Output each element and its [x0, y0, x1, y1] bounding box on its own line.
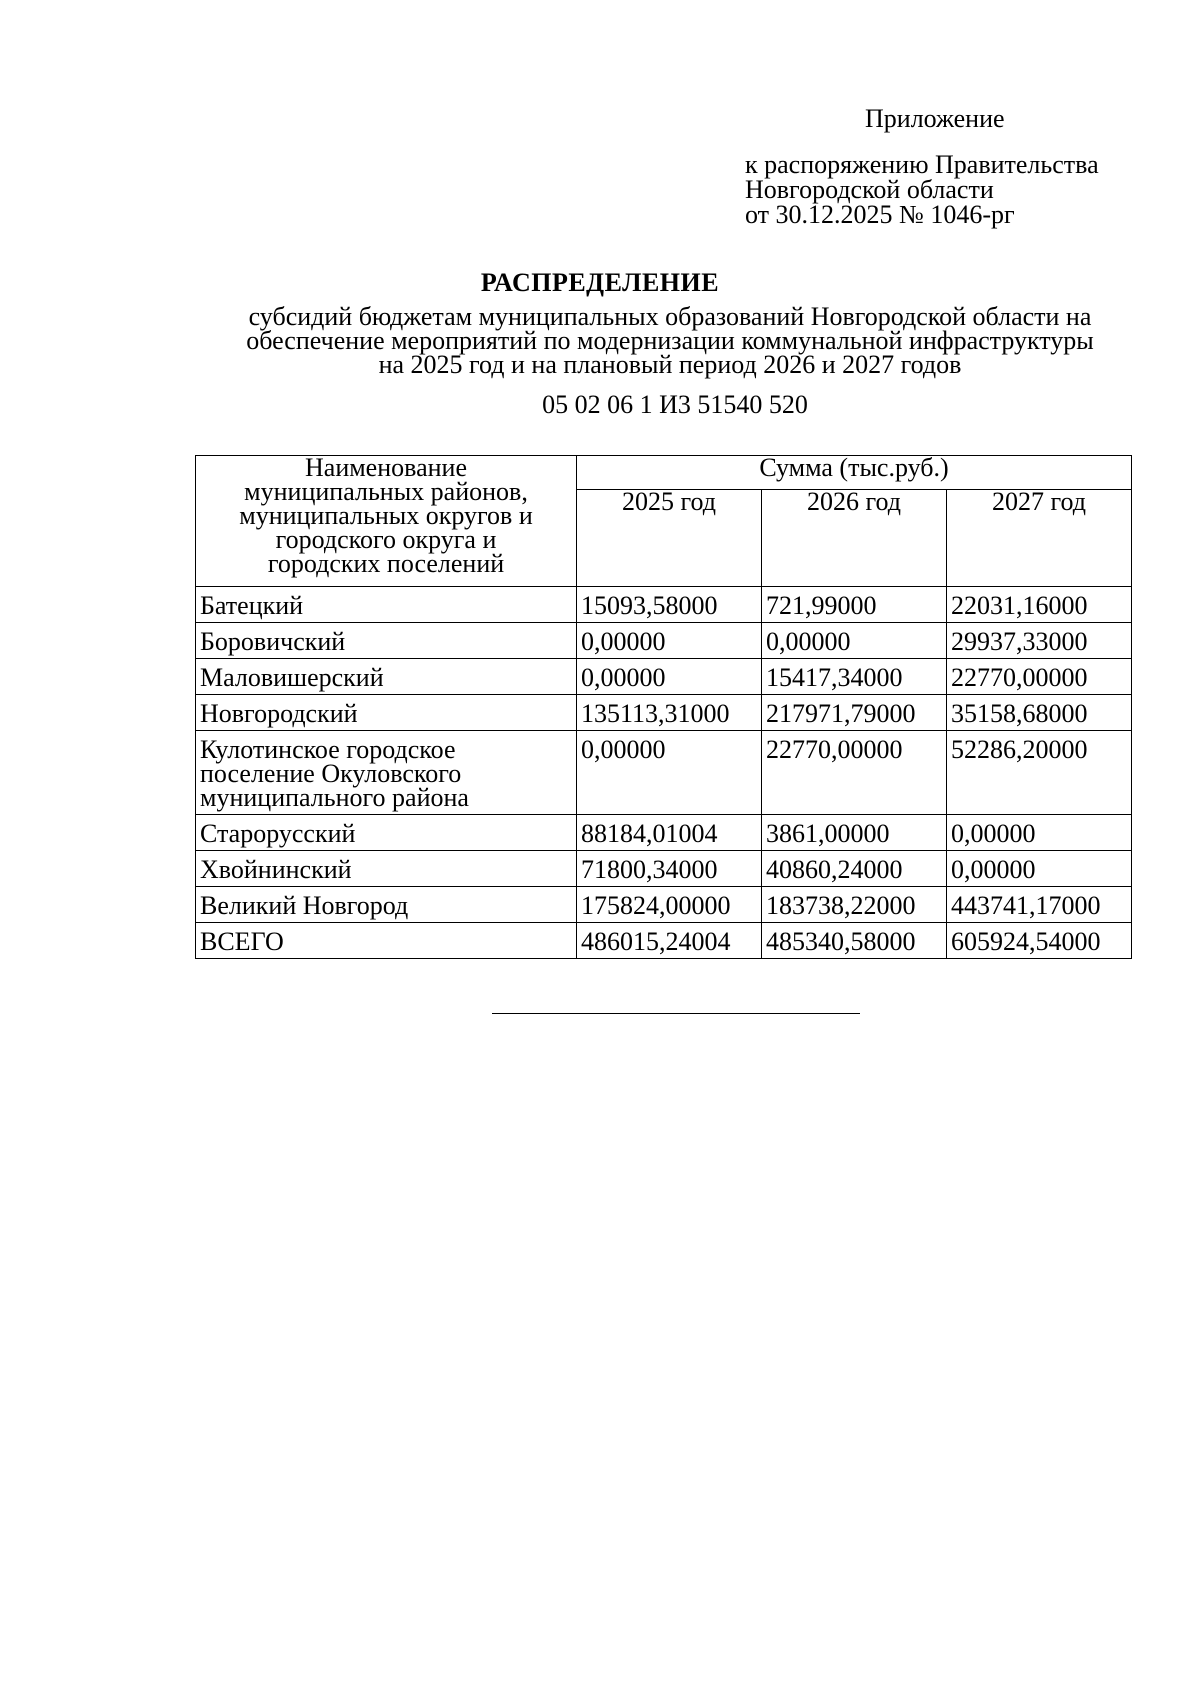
value-2026: 183738,22000	[762, 887, 947, 923]
value-2025: 135113,31000	[577, 695, 762, 731]
value-2027: 35158,68000	[947, 695, 1132, 731]
row-name: Новгородский	[196, 695, 577, 731]
total-row	[196, 923, 1132, 959]
value-2026: 721,99000	[762, 587, 947, 623]
row-name: Хвойнинский	[196, 851, 577, 887]
row-name: Старорусский	[196, 815, 577, 851]
appendix-block	[745, 106, 1165, 227]
value-2027: 22031,16000	[947, 587, 1132, 623]
total-2027: 605924,54000	[947, 923, 1132, 959]
appendix-line: Новгородской области	[745, 175, 994, 204]
row-name: Кулотинское городское поселение Окуловского муниципального района	[196, 731, 577, 815]
table-row	[196, 887, 1132, 923]
value-2026: 40860,24000	[762, 851, 947, 887]
value-2027: 0,00000	[947, 815, 1132, 851]
year-header-2027: 2027 год	[947, 490, 1132, 587]
table-row	[196, 851, 1132, 887]
row-name: Батецкий	[196, 587, 577, 623]
value-2025: 71800,34000	[577, 851, 762, 887]
appendix-date-number: от 30.12.2025 № 1046-рг	[745, 200, 1015, 229]
document-subtitle	[200, 302, 1140, 379]
subtitle-line: субсидий бюджетам муниципальных образований Новгородской области на	[248, 302, 1092, 331]
table-row	[196, 659, 1132, 695]
table-row	[196, 587, 1132, 623]
document-heading: РАСПРЕДЕЛЕНИЕ	[480, 268, 720, 297]
value-2026: 15417,34000	[762, 659, 947, 695]
total-2025: 486015,24004	[577, 923, 762, 959]
subtitle-line: на 2025 год и на плановый период 2026 и 2027 годов	[378, 350, 962, 379]
value-2026: 0,00000	[762, 623, 947, 659]
value-2025: 0,00000	[577, 731, 762, 815]
budget-classification-code: 05 02 06 1 И3 51540 520	[542, 390, 808, 419]
value-2026: 3861,00000	[762, 815, 947, 851]
year-header-2025: 2025 год	[577, 490, 762, 587]
value-2027: 29937,33000	[947, 623, 1132, 659]
row-name: Боровичский	[196, 623, 577, 659]
appendix-title: Приложение	[865, 104, 1005, 133]
table-row	[196, 731, 1132, 815]
value-2027: 0,00000	[947, 851, 1132, 887]
value-2025: 0,00000	[577, 623, 762, 659]
sum-column-header: Сумма (тыс.руб.)	[577, 456, 1132, 490]
name-column-header: Наименование муниципальных районов, муниципальных округов и городского округа и городских поселений	[196, 456, 577, 587]
row-name: Маловишерский	[196, 659, 577, 695]
year-header-2026: 2026 год	[762, 490, 947, 587]
value-2026: 217971,79000	[762, 695, 947, 731]
total-2026: 485340,58000	[762, 923, 947, 959]
row-name: Великий Новгород	[196, 887, 577, 923]
closing-rule-divider	[492, 1013, 860, 1014]
value-2025: 0,00000	[577, 659, 762, 695]
appendix-line: к распоряжению Правительства	[745, 150, 1099, 179]
total-label: ВСЕГО	[196, 923, 577, 959]
value-2027: 443741,17000	[947, 887, 1132, 923]
value-2027: 52286,20000	[947, 731, 1132, 815]
value-2025: 88184,01004	[577, 815, 762, 851]
table-row	[196, 695, 1132, 731]
table-row	[196, 815, 1132, 851]
value-2025: 175824,00000	[577, 887, 762, 923]
value-2026: 22770,00000	[762, 731, 947, 815]
value-2025: 15093,58000	[577, 587, 762, 623]
table-row	[196, 623, 1132, 659]
subtitle-line: обеспечение мероприятий по модернизации коммунальной инфраструктуры	[246, 326, 1094, 355]
subsidy-table	[195, 455, 1132, 959]
value-2027: 22770,00000	[947, 659, 1132, 695]
